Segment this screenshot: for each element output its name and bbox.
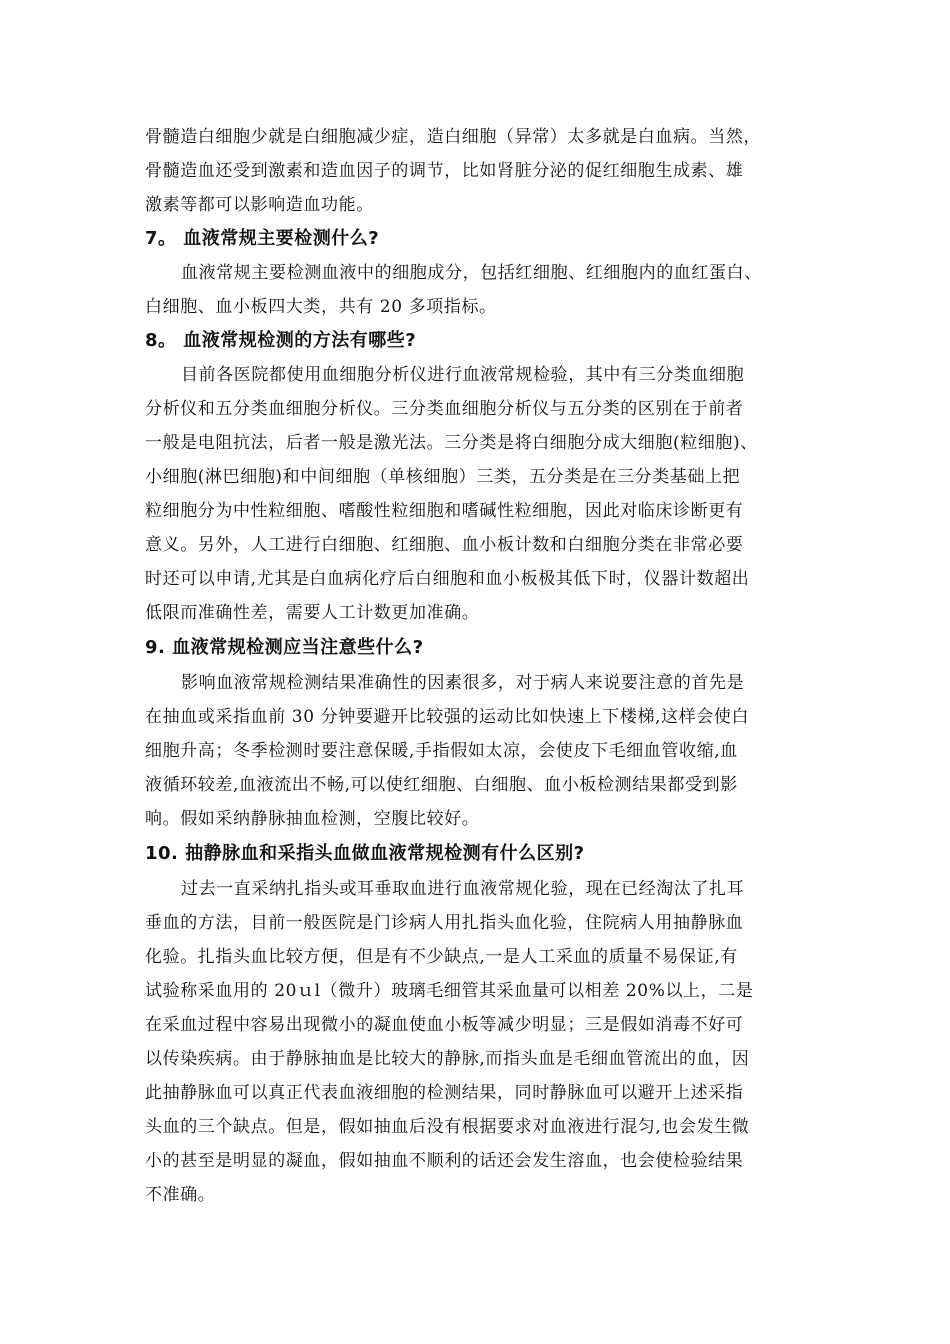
body-line: 头血的三个缺点。但是，假如抽血后没有根据要求对血液进行混匀,也会发生微 <box>145 1117 750 1137</box>
body-line: 响。假如采纳静脉抽血检测，空腹比较好。 <box>145 809 480 829</box>
section-heading-8: 8。 血液常规检测的方法有哪些? <box>145 330 417 351</box>
body-line: 粒细胞分为中性粒细胞、嗜酸性粒细胞和嗜碱性粒细胞，因此对临床诊断更有 <box>145 501 744 521</box>
body-line: 白细胞、血小板四大类，共有 20 多项指标。 <box>145 297 497 317</box>
body-line: 在抽血或采指血前 30 分钟要避开比较强的运动比如快速上下楼梯,这样会使白 <box>145 707 750 727</box>
body-line: 小的甚至是明显的凝血，假如抽血不顺利的话还会发生溶血，也会使检验结果 <box>145 1151 744 1171</box>
body-line: 试验称采血用的 20ｕl（微升）玻璃毛细管其采血量可以相差 20%以上，二是 <box>145 981 754 1001</box>
body-line: 意义。另外，人工进行白细胞、红细胞、血小板计数和白细胞分类在非常必要 <box>145 535 744 555</box>
body-line: 细胞升高；冬季检测时要注意保暖,手指假如太凉，会使皮下毛细血管收缩,血 <box>145 741 738 761</box>
body-line: 骨髓造白细胞少就是白细胞减少症，造白细胞（异常）太多就是白血病。当然， <box>145 127 761 147</box>
body-line: 不准确。 <box>145 1185 216 1205</box>
body-line: 过去一直采纳扎指头或耳垂取血进行血液常规化验，现在已经淘汰了扎耳 <box>181 879 745 899</box>
body-line: 影响血液常规检测结果准确性的因素很多，对于病人来说要注意的首先是 <box>181 673 745 693</box>
body-line: 在采血过程中容易出现微小的凝血使血小板等减少明显；三是假如消毒不好可 <box>145 1015 744 1035</box>
body-line: 骨髓造血还受到激素和造血因子的调节，比如肾脏分泌的促红细胞生成素、雄 <box>145 161 744 181</box>
body-line: 此抽静脉血可以真正代表血液细胞的检测结果，同时静脉血可以避开上述采指 <box>145 1083 744 1103</box>
body-line: 化验。扎指头血比较方便，但是有不少缺点,一是人工采血的质量不易保证,有 <box>145 947 738 967</box>
section-heading-9: 9. 血液常规检测应当注意些什么? <box>145 637 424 658</box>
body-line: 血液常规主要检测血液中的细胞成分，包括红细胞、红细胞内的血红蛋白、 <box>181 263 762 283</box>
section-heading-7: 7。 血液常规主要检测什么? <box>145 228 380 249</box>
body-line: 时还可以申请,尤其是白血病化疗后白细胞和血小板极其低下时，仪器计数超出 <box>145 569 750 589</box>
body-line: 以传染疾病。由于静脉抽血是比较大的静脉,而指头血是毛细血管流出的血，因 <box>145 1049 750 1069</box>
body-line: 小细胞(淋巴细胞)和中间细胞（单核细胞）三类，五分类是在三分类基础上把 <box>145 467 741 487</box>
body-line: 激素等都可以影响造血功能。 <box>145 195 374 215</box>
body-line: 液循环较差,血液流出不畅,可以使红细胞、白细胞、血小板检测结果都受到影 <box>145 775 738 795</box>
section-heading-10: 10. 抽静脉血和采指头血做血液常规检测有什么区别? <box>145 843 585 864</box>
body-line: 目前各医院都使用血细胞分析仪进行血液常规检验，其中有三分类血细胞 <box>181 365 745 385</box>
body-line: 垂血的方法，目前一般医院是门诊病人用扎指头血化验，住院病人用抽静脉血 <box>145 913 744 933</box>
body-line: 低限而准确性差，需要人工计数更加准确。 <box>145 603 480 623</box>
body-line: 一般是电阻抗法，后者一般是激光法。三分类是将白细胞分成大细胞(粒细胞)、 <box>145 433 758 453</box>
body-line: 分析仪和五分类血细胞分析仪。三分类血细胞分析仪与五分类的区别在于前者 <box>145 399 744 419</box>
